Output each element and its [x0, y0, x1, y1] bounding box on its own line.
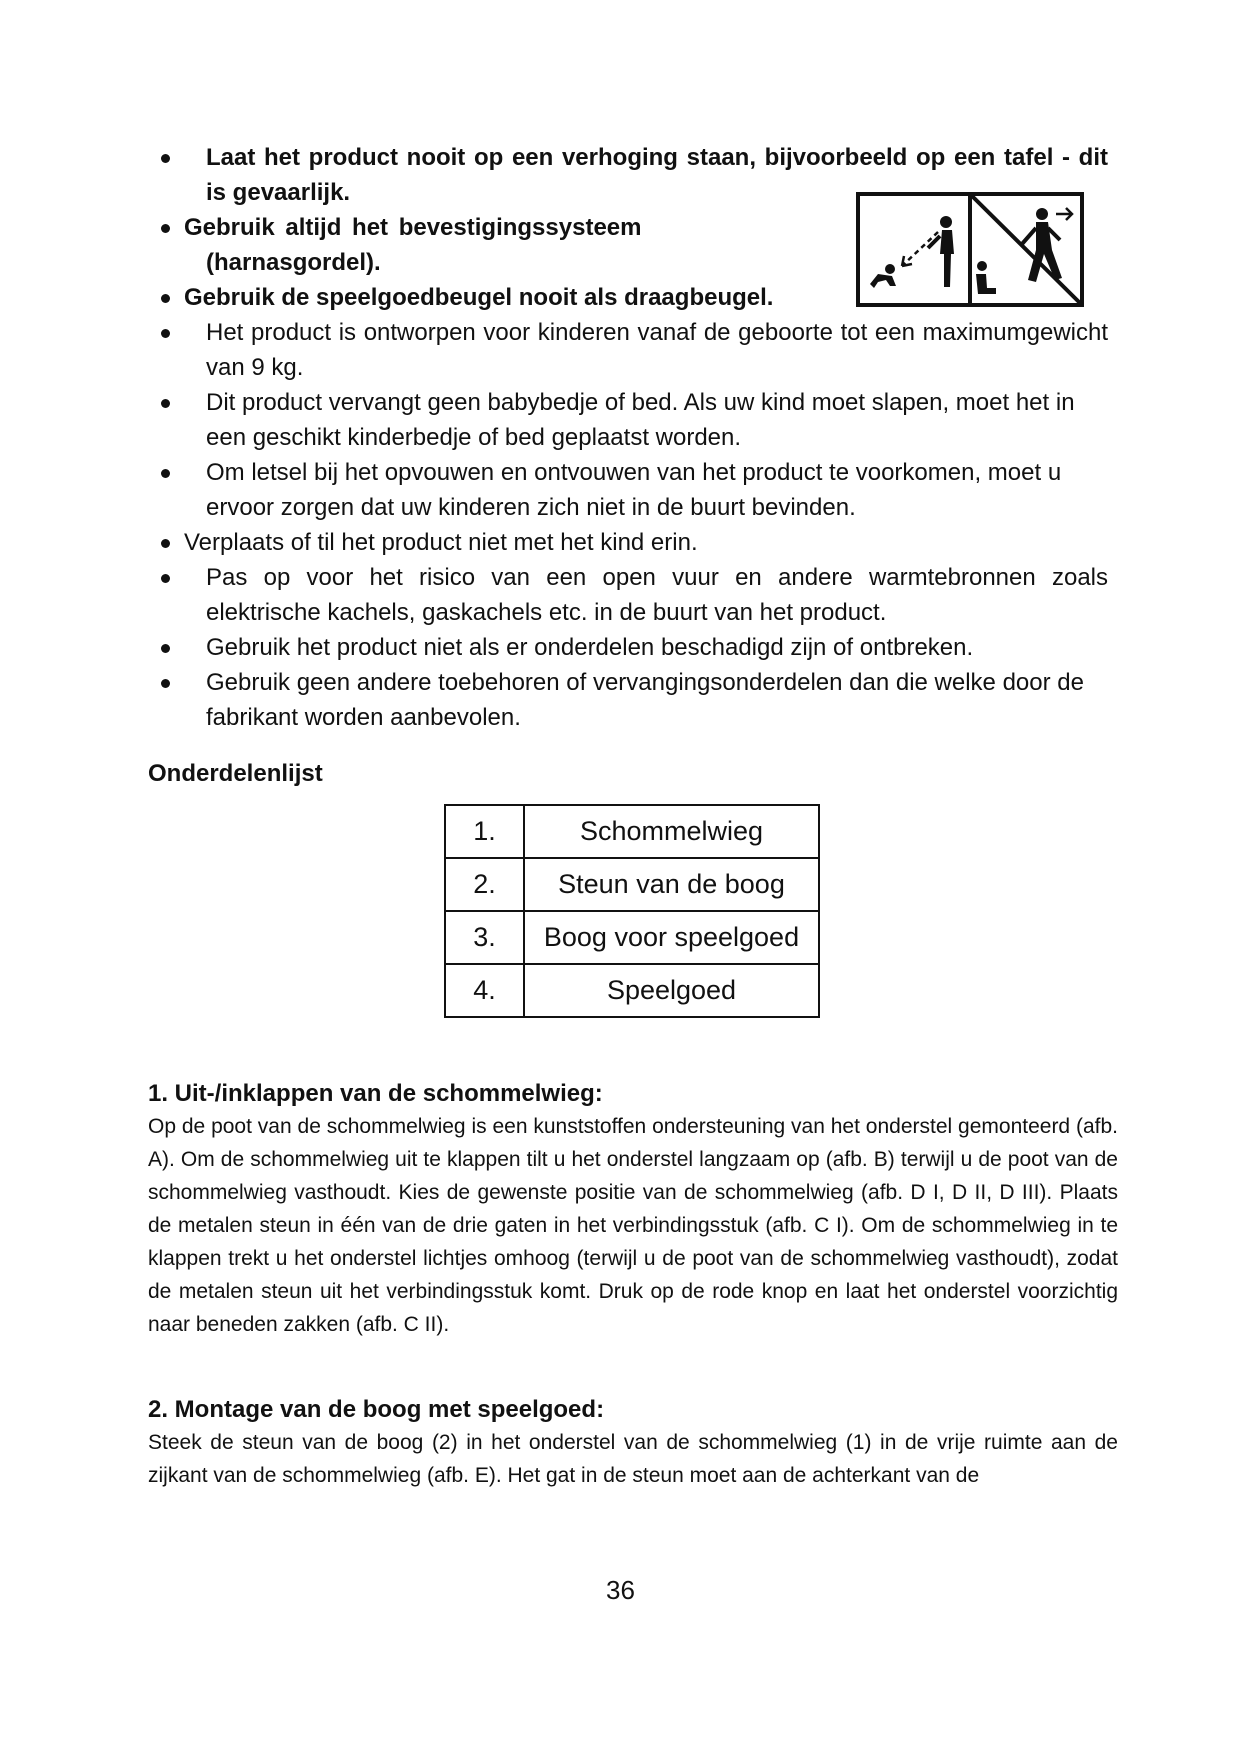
bullet-icon [161, 154, 170, 163]
table-row [445, 964, 819, 1017]
list-item: Verplaats of til het product niet met het kind erin. [148, 525, 1108, 560]
bullet-icon [161, 329, 170, 338]
section-title-folding: 1. Uit-/inklappen van de schommelwieg: [148, 1080, 603, 1107]
list-item: Gebruik de speelgoedbeugel nooit als draagbeugel. [148, 280, 1108, 315]
parts-table [444, 804, 820, 1018]
table-row [445, 858, 819, 911]
bullet-icon [161, 399, 170, 408]
list-item: Het product is ontworpen voor kinderen vanaf de geboorte tot een maximumgewicht van 9 kg. [148, 315, 1108, 385]
part-number: 1. [445, 805, 524, 858]
list-item: Pas op voor het risico van een open vuur en andere warmtebronnen zoals elektrische kachels, gaskachels etc. in de buurt van het product. [148, 560, 1108, 630]
list-item: Laat het product nooit op een verhoging staan, bijvoorbeeld op een tafel - dit is gevaarlijk. [148, 140, 1108, 210]
part-number: 3. [445, 911, 524, 964]
parts-list-heading: Onderdelenlijst [148, 760, 323, 787]
bullet-icon [161, 644, 170, 653]
bullet-icon [161, 294, 170, 303]
table-row [445, 911, 819, 964]
page-number: 36 [606, 1575, 635, 1605]
section-title-arch-assembly: 2. Montage van de boog met speelgoed: [148, 1396, 605, 1423]
section-text-folding: Op de poot van de schommelwieg is een kunststoffen ondersteuning van het onderstel gemonteerd (afb. A). Om de schommelwieg uit te klappen tilt u het onderstel langzaam op (afb. B) terwijl u de poot van de schommelwieg vasthoudt. Kies de gewenste positie van de schommelwieg (afb. D I, D II, D III). Plaats de metalen steun in één van de drie gaten in het verbindingsstuk (afb. C I). Om de schommelwieg in te klappen trekt u het onderstel lichtjes omhoog (terwijl u de poot van de schommelwieg vasthoudt), zodat de metalen steun uit het verbindingsstuk komt. Druk op de rode knop en laat het onderstel voorzichtig naar beneden zakken (afb. C II). [148, 1115, 1118, 1336]
bullet-icon [161, 539, 170, 548]
part-name: Schommelwieg [524, 805, 819, 858]
part-name: Boog voor speelgoed [524, 911, 819, 964]
section-text-arch-assembly: Steek de steun van de boog (2) in het onderstel van de schommelwieg (1) in de vrije ruimte aan de zijkant van de schommelwieg (afb. E). Het gat in de steun moet aan de achterkant van de [148, 1431, 1118, 1487]
part-number: 2. [445, 858, 524, 911]
bullet-icon [161, 224, 170, 233]
bullet-icon [161, 469, 170, 478]
list-item: Dit product vervangt geen babybedje of bed. Als uw kind moet slapen, moet het in een geschikt kinderbedje of bed geplaatst worden. [148, 385, 1108, 455]
list-item: Gebruik altijd het bevestigingssysteem (harnasgordel). [148, 210, 1108, 280]
part-name: Speelgoed [524, 964, 819, 1017]
part-number: 4. [445, 964, 524, 1017]
list-item: Om letsel bij het opvouwen en ontvouwen van het product te voorkomen, moet u ervoor zorgen dat uw kinderen zich niet in de buurt bevinden. [148, 455, 1108, 525]
list-item: Gebruik het product niet als er onderdelen beschadigd zijn of ontbreken. [148, 630, 1108, 665]
part-name: Steun van de boog [524, 858, 819, 911]
table-row [445, 805, 819, 858]
bullet-icon [161, 574, 170, 583]
list-item: Gebruik geen andere toebehoren of vervangingsonderdelen dan die welke door de fabrikant worden aanbevolen. [148, 665, 1108, 735]
bullet-icon [161, 679, 170, 688]
do-not-leave-child-unattended-icon [856, 192, 1084, 307]
